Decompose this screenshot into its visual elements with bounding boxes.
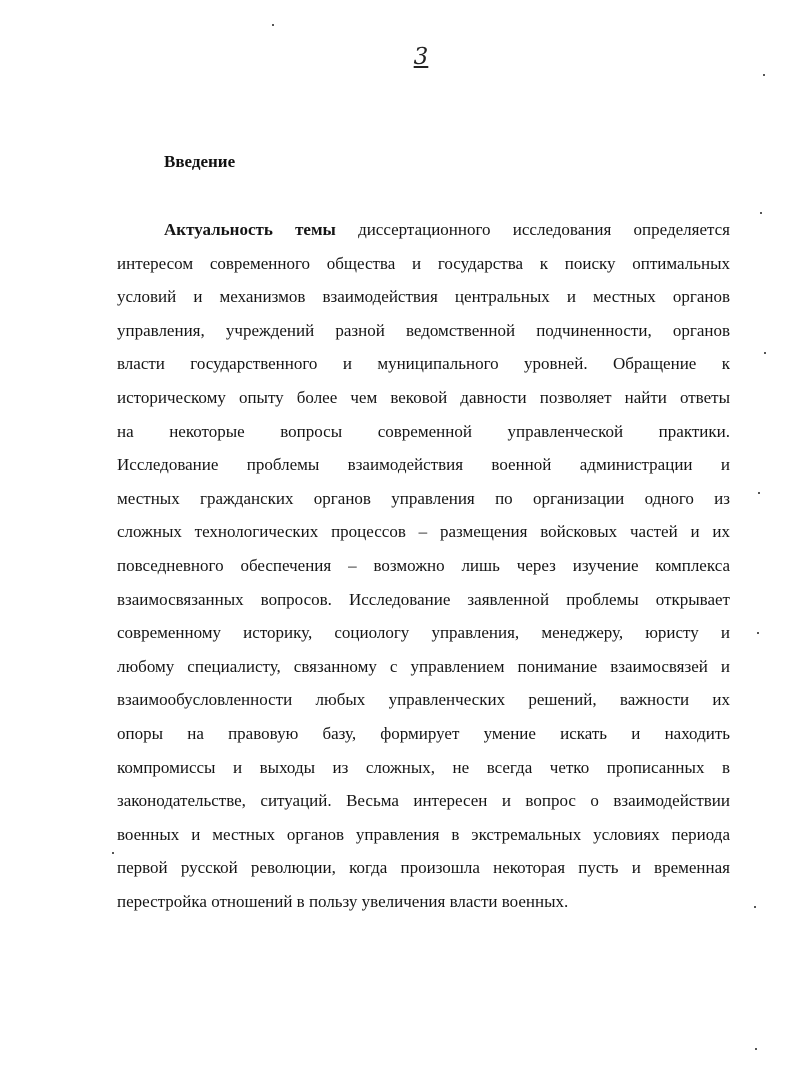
text-line: на некоторые вопросы современной управленческой практики. [117, 421, 730, 441]
page-number: 3 [413, 44, 429, 70]
section-heading: Введение [164, 152, 236, 171]
scan-speck [757, 632, 759, 634]
text-line: взаимообусловленности любых управленческих решений, важности их [117, 690, 730, 710]
body-paragraph [117, 213, 730, 918]
text-line: историческому опыту более чем вековой давности позволяет найти ответы [117, 387, 730, 407]
first-line-text: диссертационного исследования определяется [358, 220, 730, 239]
text-line: законодательстве, ситуаций. Весьма интересен и вопрос о взаимодействии [117, 791, 730, 811]
text-line: компромиссы и выходы из сложных, не всегда четко прописанных в [117, 757, 730, 777]
text-line: сложных технологических процессов – размещения войсковых частей и их [117, 522, 730, 542]
text-line: Исследование проблемы взаимодействия военной администрации и [117, 455, 730, 475]
text-line: любому специалисту, связанному с управлением понимание взаимосвязей и [117, 656, 730, 676]
scan-speck [112, 852, 114, 854]
text-line: условий и механизмов взаимодействия центральных и местных органов [117, 287, 730, 307]
scan-speck [754, 906, 756, 908]
text-line: местных гражданских органов управления по организации одного из [117, 488, 730, 508]
scan-speck [760, 212, 762, 214]
text-line: опоры на правовую базу, формирует умение искать и находить [117, 723, 730, 743]
text-line: интересом современного общества и государства к поиску оптимальных [117, 253, 730, 273]
text-line: повседневного обеспечения – возможно лишь через изучение комплекса [117, 555, 730, 575]
scan-speck [272, 24, 274, 26]
lead-phrase: Актуальность темы [164, 220, 336, 239]
scan-speck [764, 352, 766, 354]
text-line [117, 213, 730, 247]
text-line: первой русской революции, когда произошла некоторая пусть и временная [117, 858, 730, 878]
text-line: взаимосвязанных вопросов. Исследование заявленной проблемы открывает [117, 589, 730, 609]
text-line: власти государственного и муниципального уровней. Обращение к [117, 354, 730, 374]
scan-speck [763, 74, 765, 76]
text-line-last: перестройка отношений в пользу увеличения власти военных. [117, 891, 569, 911]
text-line: управления, учреждений разной ведомственной подчиненности, органов [117, 320, 730, 340]
text-line: военных и местных органов управления в экстремальных условиях периода [117, 824, 730, 844]
text-line: современному историку, социологу управления, менеджеру, юристу и [117, 623, 730, 643]
scan-speck [758, 492, 760, 494]
scan-speck [755, 1048, 757, 1050]
